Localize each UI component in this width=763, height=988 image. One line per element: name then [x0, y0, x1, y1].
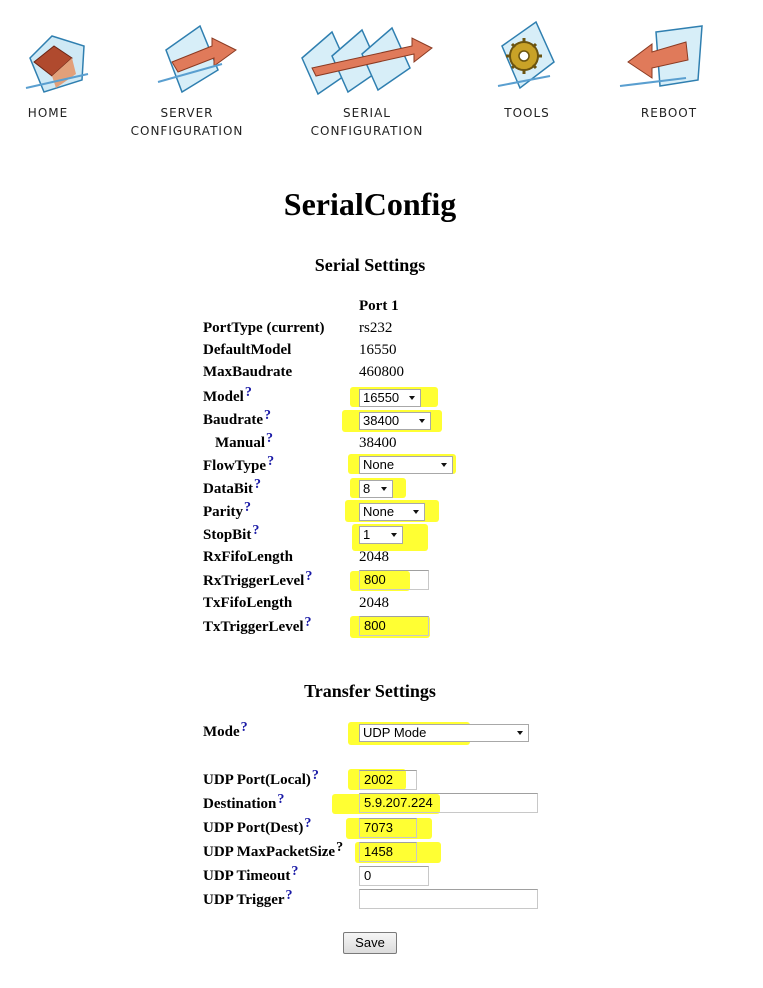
udp-port-dest-label-text: UDP Port(Dest) — [203, 820, 304, 836]
defaultmodel-value: 16550 — [359, 342, 397, 358]
udp-port-dest-label — [203, 816, 312, 837]
stopbit-select[interactable] — [359, 526, 403, 544]
txfifolength-value: 2048 — [359, 595, 389, 611]
parity-label — [203, 500, 251, 521]
rxtriggerlevel-input[interactable]: 800 — [359, 570, 429, 590]
udp-port-local-label-text: UDP Port(Local) — [203, 772, 311, 788]
baudrate-select-value: 38400 — [363, 413, 400, 428]
stopbit-help-icon[interactable]: ? — [252, 523, 260, 538]
porttype-label: PortType (current) — [203, 320, 325, 336]
databit-select[interactable] — [359, 480, 393, 498]
defaultmodel-label: DefaultModel — [203, 342, 292, 358]
txtriggerlevel-input[interactable]: 800 — [359, 616, 429, 636]
chevron-down-icon — [419, 419, 425, 423]
maxbaudrate-label: MaxBaudrate — [203, 364, 293, 380]
udp-port-dest-input[interactable]: 7073 — [359, 818, 417, 838]
rxtriggerlevel-label — [203, 569, 313, 590]
parity-help-icon[interactable]: ? — [243, 500, 251, 515]
maxbaudrate-value: 460800 — [359, 364, 404, 380]
udp-port-local-label — [203, 768, 319, 789]
udp-timeout-input[interactable]: 0 — [359, 866, 429, 886]
chevron-down-icon — [413, 510, 419, 514]
udp-timeout-help-icon[interactable]: ? — [291, 864, 299, 879]
txtriggerlevel-label-text: TxTriggerLevel — [203, 619, 304, 635]
rxtriggerlevel-help-icon[interactable]: ? — [305, 569, 313, 584]
nav-label-reboot: REBOOT — [640, 106, 698, 120]
chevron-down-icon — [409, 396, 415, 400]
manual-value: 38400 — [359, 435, 397, 451]
save-button[interactable]: Save — [343, 932, 397, 954]
flowtype-select[interactable] — [359, 456, 453, 474]
chevron-down-icon — [441, 463, 447, 467]
parity-label-text: Parity — [203, 504, 243, 520]
udp-port-dest-help-icon[interactable]: ? — [304, 816, 312, 831]
udp-port-local-help-icon[interactable]: ? — [311, 768, 319, 783]
mode-select-value: UDP Mode — [363, 725, 427, 740]
gear-tools-icon — [492, 16, 562, 98]
rxfifolength-value: 2048 — [359, 549, 389, 565]
nav-label-server-configuration: SERVER CONFIGURATION — [130, 106, 244, 138]
destination-label — [203, 792, 285, 813]
chevron-down-icon — [517, 731, 523, 735]
udp-maxpacketsize-input[interactable]: 1458 — [359, 842, 417, 862]
serial-settings-title: Serial Settings — [314, 255, 426, 275]
stopbit-label-text: StopBit — [203, 527, 252, 543]
parity-select-value: None — [363, 504, 395, 519]
model-label-text: Model — [203, 389, 244, 405]
server-arrow-icon — [152, 20, 240, 94]
stopbit-select-value: 1 — [363, 527, 371, 542]
reboot-arrow-icon — [616, 22, 708, 96]
baudrate-label-text: Baudrate — [203, 412, 263, 428]
destination-help-icon[interactable]: ? — [277, 792, 285, 807]
baudrate-label — [203, 408, 271, 429]
udp-maxpacketsize-label — [203, 840, 344, 861]
flowtype-select-value: None — [363, 457, 395, 472]
model-select[interactable] — [359, 389, 421, 407]
databit-label — [203, 477, 261, 498]
udp-trigger-input[interactable] — [359, 889, 538, 909]
baudrate-select[interactable] — [359, 412, 431, 430]
model-label — [203, 385, 252, 406]
txfifolength-label: TxFifoLength — [203, 595, 293, 611]
udp-trigger-help-icon[interactable]: ? — [285, 888, 293, 903]
nav-label-home: HOME — [27, 106, 69, 120]
page-title: SerialConfig — [283, 186, 457, 222]
mode-help-icon[interactable]: ? — [240, 720, 248, 735]
baudrate-help-icon[interactable]: ? — [264, 408, 271, 423]
model-select-value: 16550 — [363, 390, 400, 405]
chevron-down-icon — [381, 487, 387, 491]
manual-help-icon[interactable]: ? — [266, 431, 274, 446]
udp-port-local-input[interactable]: 2002 — [359, 770, 417, 790]
manual-label — [215, 431, 274, 452]
nav-label-tools: TOOLS — [504, 106, 550, 120]
txtriggerlevel-label — [203, 615, 312, 636]
mode-select[interactable] — [359, 724, 529, 742]
flowtype-label — [203, 454, 275, 475]
home-icon — [22, 18, 94, 96]
udp-timeout-label-text: UDP Timeout — [203, 868, 291, 884]
txtriggerlevel-help-icon[interactable]: ? — [304, 615, 312, 630]
transfer-settings-title: Transfer Settings — [304, 681, 436, 701]
mode-label-text: Mode — [203, 724, 240, 740]
stopbit-label — [203, 523, 260, 544]
nav-label-serial-configuration: SERIAL CONFIGURATION — [310, 106, 424, 138]
udp-maxpacketsize-label-text: UDP MaxPacketSize — [203, 844, 336, 860]
manual-label-text: Manual — [215, 435, 266, 451]
porttype-value: rs232 — [359, 320, 393, 336]
chevron-down-icon — [391, 533, 397, 537]
model-help-icon[interactable]: ? — [244, 385, 252, 400]
udp-timeout-label — [203, 864, 299, 885]
serial-arrows-icon — [292, 18, 436, 98]
databit-label-text: DataBit — [203, 481, 253, 497]
parity-select[interactable] — [359, 503, 425, 521]
databit-select-value: 8 — [363, 481, 371, 496]
flowtype-label-text: FlowType — [203, 458, 267, 474]
rxtriggerlevel-label-text: RxTriggerLevel — [203, 573, 305, 589]
udp-maxpacketsize-help-icon[interactable]: ? — [336, 840, 344, 855]
flowtype-help-icon[interactable]: ? — [267, 454, 275, 469]
port-column-header: Port 1 — [359, 298, 399, 314]
udp-trigger-label-text: UDP Trigger — [203, 892, 285, 908]
destination-input[interactable]: 5.9.207.224 — [359, 793, 538, 813]
databit-help-icon[interactable]: ? — [254, 477, 261, 492]
destination-label-text: Destination — [203, 796, 277, 812]
mode-label — [203, 720, 248, 741]
udp-trigger-label — [203, 888, 293, 909]
rxfifolength-label: RxFifoLength — [203, 549, 293, 565]
